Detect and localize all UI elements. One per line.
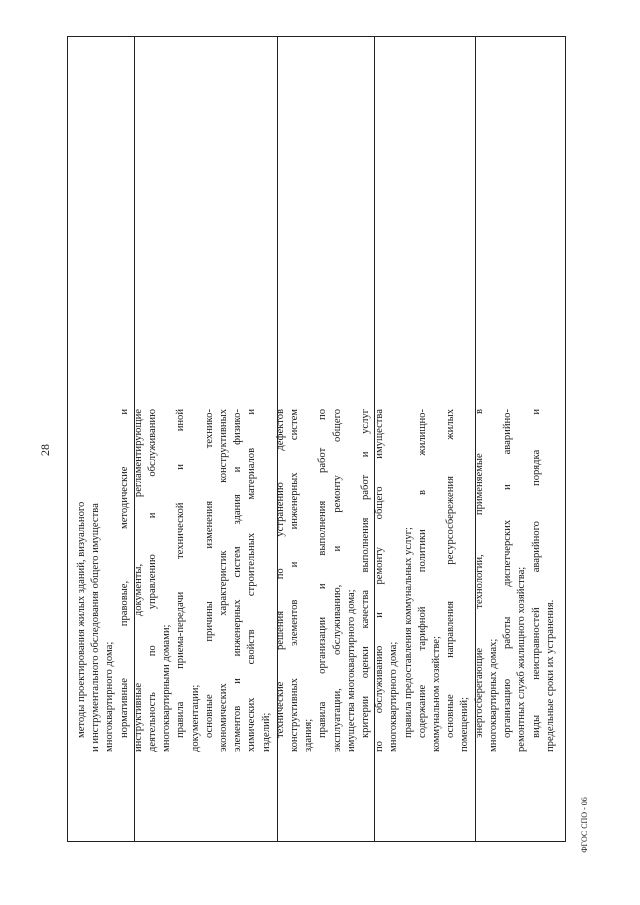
text-line: ремонтных служб жилищного хозяйства; <box>516 566 528 752</box>
text-line: здания; <box>303 718 315 752</box>
page-number: 28 <box>38 444 52 456</box>
text-line: правила приема-передачи технической и иной <box>175 409 187 738</box>
text-line: инструктивные документы, регламентирующие <box>132 409 144 752</box>
text-line: правила предоставления коммунальных услуг; <box>402 527 414 738</box>
text-line: коммунальном хозяйстве; <box>431 636 443 752</box>
text-line: элементов и инженерных систем здания и физико- <box>232 409 244 752</box>
text-line: помещений; <box>459 697 471 752</box>
text-line: экономических характеристик конструктивных <box>218 409 230 752</box>
text-line: эксплуатации, обслуживанию, и ремонту общего <box>331 409 343 752</box>
knowledge-list <box>75 409 558 752</box>
text-line: основные причины изменения технико- <box>203 409 215 738</box>
text-line: энергосберегающие технологии, применяемые в <box>473 409 485 738</box>
text-line: основные направления ресурсосбережения жилых <box>445 409 457 738</box>
text-line: технические решения по устранению дефектов <box>274 409 286 738</box>
text-line: документации; <box>189 684 201 752</box>
text-line: конструктивных элементов и инженерных систем <box>289 409 301 752</box>
document-footer: ФГОС СПО - 06 <box>580 797 589 853</box>
table-frame <box>67 36 566 842</box>
text-line: нормативные правовые, методические и <box>118 409 130 738</box>
text-line: имущества многоквартирного дома; <box>345 589 357 752</box>
text-line: многоквартирного дома; <box>104 641 116 752</box>
text-line: критерии оценки качества выполнения работ и услуг <box>360 409 372 738</box>
text-line: правила организации и выполнения работ по <box>317 409 329 738</box>
text-line: химических свойств строительных материалов и <box>246 409 258 752</box>
text-line: виды неисправностей аварийного порядка и <box>530 409 542 738</box>
text-line: организацию работы диспетчерских и аварийно- <box>502 409 514 738</box>
text-line: по обслуживанию и ремонту общего имущества <box>374 409 386 752</box>
text-line: и инструментального обследования общего имущества <box>90 503 102 752</box>
text-line: многоквартирного дома; <box>388 641 400 752</box>
text-line: деятельность по управлению и обслуживанию <box>147 409 159 752</box>
text-line: многоквартирными домами; <box>161 624 173 752</box>
text-line: многоквартирных домах; <box>487 638 499 752</box>
rotated-cell-content <box>67 37 608 842</box>
text-line: содержание тарифной политики в жилищно- <box>416 409 428 738</box>
knowledge-cell <box>67 37 608 843</box>
text-line: изделий; <box>260 712 272 752</box>
text-line: предельные сроки их устранения. <box>544 599 556 752</box>
text-line: методы проектирования жилых зданий, визуального <box>76 501 87 738</box>
